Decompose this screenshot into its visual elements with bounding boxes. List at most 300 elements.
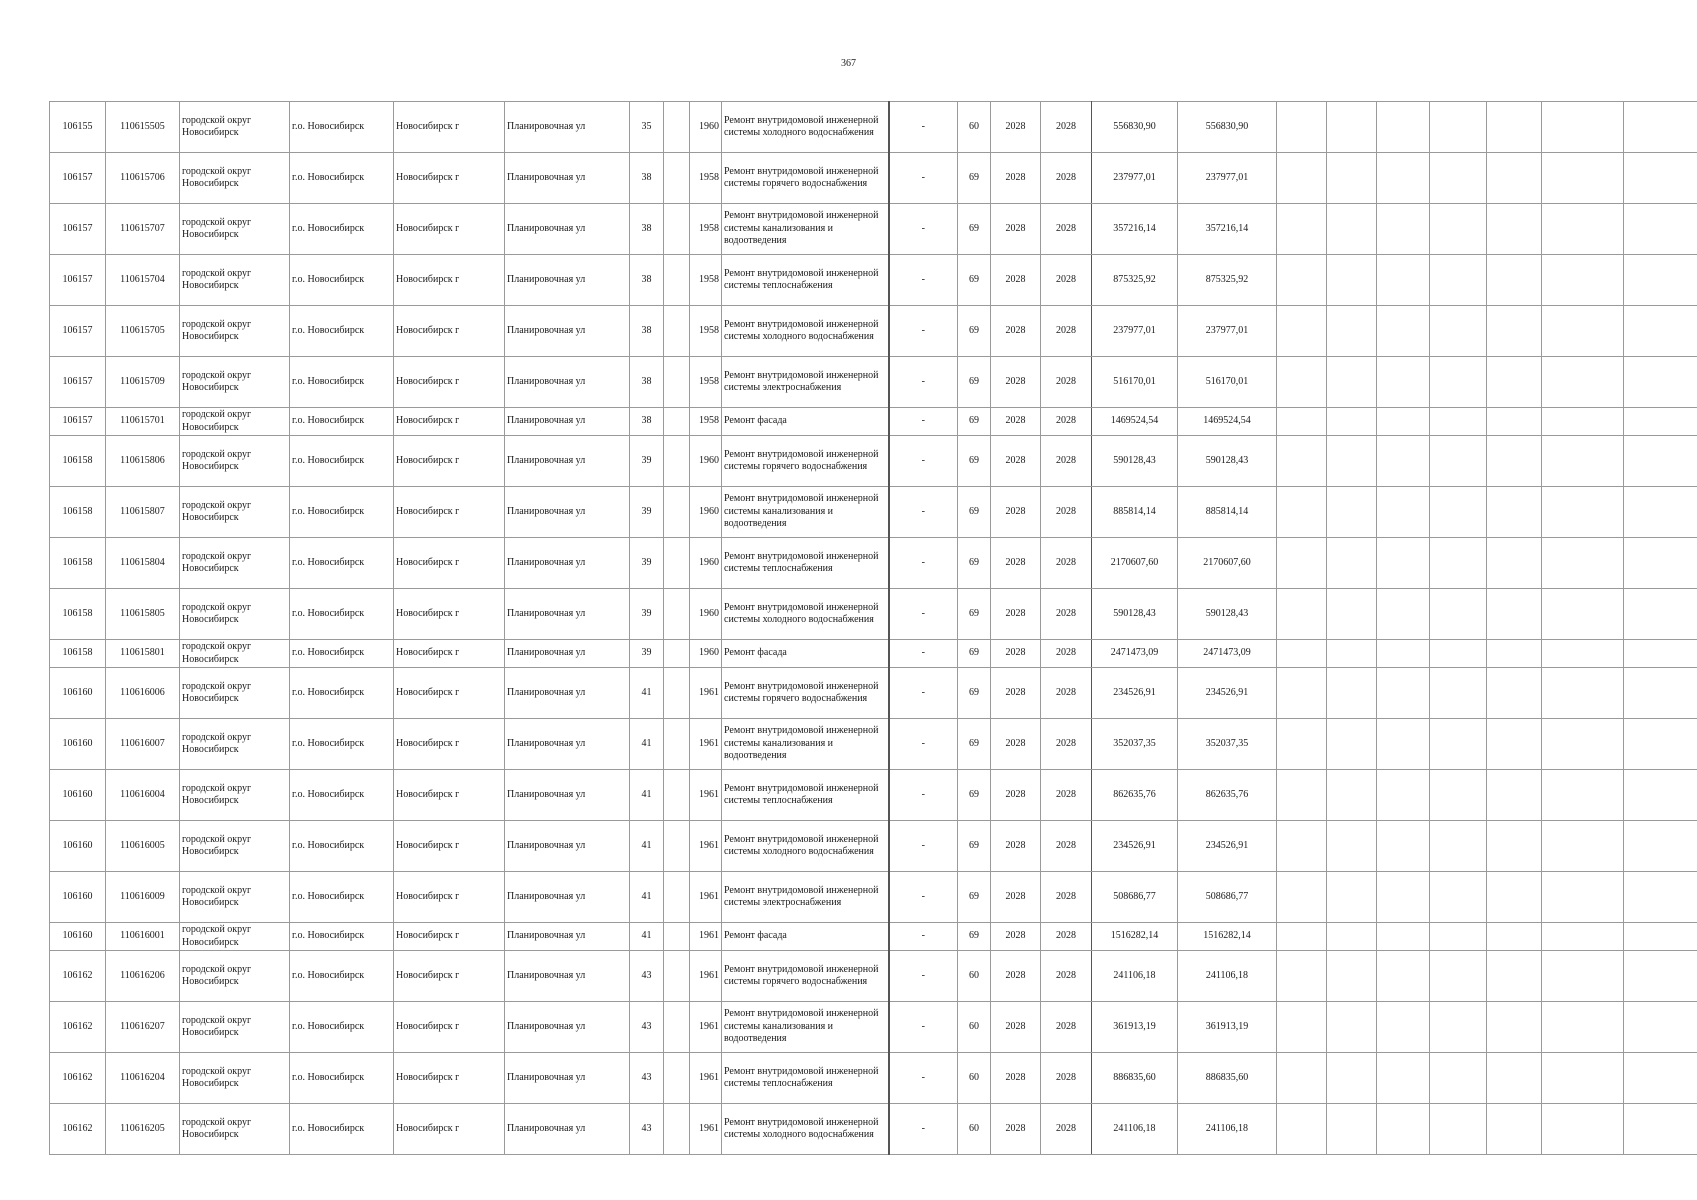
row-empty-cell	[1542, 255, 1624, 306]
row-empty-cell	[1377, 538, 1430, 589]
row-wear: 60	[958, 1002, 991, 1053]
row-code: 110615804	[106, 538, 180, 589]
row-municipality: г.о. Новосибирск	[290, 538, 394, 589]
row-code: 110616001	[106, 923, 180, 951]
row-street: Планировочная ул	[505, 719, 630, 770]
row-district: городской округ Новосибирск	[180, 1104, 290, 1155]
row-municipality: г.о. Новосибирск	[290, 357, 394, 408]
row-dash: -	[889, 1104, 958, 1155]
row-street: Планировочная ул	[505, 770, 630, 821]
row-id: 106160	[50, 770, 106, 821]
row-id: 106160	[50, 872, 106, 923]
row-empty-cell	[1542, 102, 1624, 153]
row-id: 106157	[50, 408, 106, 436]
row-id: 106162	[50, 1104, 106, 1155]
row-plan-year: 2028	[991, 357, 1041, 408]
row-work-type: Ремонт внутридомовой инженерной системы холодного водоснабжения	[722, 102, 889, 153]
row-city: Новосибирск г	[394, 255, 505, 306]
row-empty-cell	[1277, 255, 1327, 306]
row-empty-cell	[1277, 408, 1327, 436]
row-wear: 69	[958, 436, 991, 487]
row-city: Новосибирск г	[394, 1053, 505, 1104]
row-code: 110616004	[106, 770, 180, 821]
row-street: Планировочная ул	[505, 408, 630, 436]
row-empty-cell	[1327, 923, 1377, 951]
row-empty-cell	[1487, 357, 1542, 408]
row-total: 241106,18	[1178, 1104, 1277, 1155]
row-id: 106160	[50, 821, 106, 872]
row-empty-cell	[1542, 872, 1624, 923]
row-building	[664, 1104, 690, 1155]
row-empty-cell	[1624, 719, 1697, 770]
row-wear: 69	[958, 821, 991, 872]
row-house: 35	[630, 102, 664, 153]
row-total: 2471473,09	[1178, 640, 1277, 668]
row-building	[664, 204, 690, 255]
row-build-year: 1961	[690, 872, 722, 923]
row-municipality: г.о. Новосибирск	[290, 408, 394, 436]
row-empty-cell	[1277, 487, 1327, 538]
row-street: Планировочная ул	[505, 821, 630, 872]
row-street: Планировочная ул	[505, 589, 630, 640]
row-empty-cell	[1277, 821, 1327, 872]
row-total: 1516282,14	[1178, 923, 1277, 951]
row-empty-cell	[1430, 436, 1487, 487]
row-empty-cell	[1327, 1002, 1377, 1053]
row-empty-cell	[1430, 538, 1487, 589]
row-build-year: 1960	[690, 640, 722, 668]
row-municipality: г.о. Новосибирск	[290, 719, 394, 770]
row-building	[664, 102, 690, 153]
row-work-type: Ремонт фасада	[722, 923, 889, 951]
row-district: городской округ Новосибирск	[180, 951, 290, 1002]
row-wear: 69	[958, 719, 991, 770]
row-empty-cell	[1377, 357, 1430, 408]
row-empty-cell	[1624, 1053, 1697, 1104]
row-street: Планировочная ул	[505, 102, 630, 153]
row-empty-cell	[1542, 719, 1624, 770]
row-empty-cell	[1277, 357, 1327, 408]
row-house: 38	[630, 153, 664, 204]
row-empty-cell	[1377, 1104, 1430, 1155]
row-code: 110616006	[106, 668, 180, 719]
page-number: 367	[841, 58, 856, 69]
row-empty-cell	[1542, 821, 1624, 872]
row-empty-cell	[1277, 1002, 1327, 1053]
row-dash: -	[889, 1002, 958, 1053]
row-building	[664, 872, 690, 923]
row-empty-cell	[1377, 408, 1430, 436]
row-plan-year: 2028	[991, 436, 1041, 487]
row-total: 241106,18	[1178, 951, 1277, 1002]
row-empty-cell	[1377, 487, 1430, 538]
row-empty-cell	[1487, 436, 1542, 487]
row-wear: 69	[958, 357, 991, 408]
row-empty-cell	[1624, 821, 1697, 872]
row-empty-cell	[1430, 487, 1487, 538]
row-municipality: г.о. Новосибирск	[290, 1104, 394, 1155]
row-build-year: 1958	[690, 204, 722, 255]
table-row	[50, 821, 1697, 872]
row-empty-cell	[1327, 668, 1377, 719]
row-house: 38	[630, 357, 664, 408]
row-end-year: 2028	[1041, 821, 1092, 872]
row-empty-cell	[1487, 255, 1542, 306]
row-empty-cell	[1487, 153, 1542, 204]
row-total: 508686,77	[1178, 872, 1277, 923]
row-empty-cell	[1624, 306, 1697, 357]
row-empty-cell	[1377, 923, 1430, 951]
row-empty-cell	[1277, 719, 1327, 770]
row-empty-cell	[1624, 770, 1697, 821]
row-house: 38	[630, 408, 664, 436]
row-empty-cell	[1624, 538, 1697, 589]
row-street: Планировочная ул	[505, 668, 630, 719]
table-row	[50, 408, 1697, 436]
row-empty-cell	[1430, 1104, 1487, 1155]
row-house: 38	[630, 204, 664, 255]
row-city: Новосибирск г	[394, 1104, 505, 1155]
row-id: 106160	[50, 923, 106, 951]
table-row	[50, 770, 1697, 821]
row-municipality: г.о. Новосибирск	[290, 436, 394, 487]
row-house: 41	[630, 872, 664, 923]
row-municipality: г.о. Новосибирск	[290, 872, 394, 923]
row-empty-cell	[1430, 1053, 1487, 1104]
row-build-year: 1961	[690, 1104, 722, 1155]
row-plan-year: 2028	[991, 719, 1041, 770]
row-cost: 1469524,54	[1092, 408, 1178, 436]
row-end-year: 2028	[1041, 306, 1092, 357]
row-dash: -	[889, 1053, 958, 1104]
row-empty-cell	[1542, 306, 1624, 357]
row-building	[664, 923, 690, 951]
row-empty-cell	[1277, 204, 1327, 255]
table-row	[50, 1104, 1697, 1155]
row-work-type: Ремонт внутридомовой инженерной системы холодного водоснабжения	[722, 589, 889, 640]
row-empty-cell	[1327, 436, 1377, 487]
row-cost: 508686,77	[1092, 872, 1178, 923]
row-city: Новосибирск г	[394, 306, 505, 357]
row-empty-cell	[1327, 872, 1377, 923]
row-build-year: 1961	[690, 1002, 722, 1053]
row-city: Новосибирск г	[394, 821, 505, 872]
table-row	[50, 102, 1697, 153]
row-district: городской округ Новосибирск	[180, 770, 290, 821]
row-house: 41	[630, 821, 664, 872]
row-street: Планировочная ул	[505, 951, 630, 1002]
row-empty-cell	[1377, 821, 1430, 872]
row-municipality: г.о. Новосибирск	[290, 640, 394, 668]
row-empty-cell	[1624, 204, 1697, 255]
row-wear: 60	[958, 1104, 991, 1155]
row-empty-cell	[1430, 668, 1487, 719]
row-dash: -	[889, 951, 958, 1002]
row-total: 234526,91	[1178, 821, 1277, 872]
row-empty-cell	[1542, 408, 1624, 436]
row-work-type: Ремонт внутридомовой инженерной системы канализования и водоотведения	[722, 719, 889, 770]
row-dash: -	[889, 640, 958, 668]
row-building	[664, 255, 690, 306]
row-work-type: Ремонт внутридомовой инженерной системы электроснабжения	[722, 357, 889, 408]
row-cost: 556830,90	[1092, 102, 1178, 153]
table-row	[50, 204, 1697, 255]
row-house: 39	[630, 487, 664, 538]
row-plan-year: 2028	[991, 538, 1041, 589]
row-id: 106157	[50, 357, 106, 408]
row-work-type: Ремонт внутридомовой инженерной системы холодного водоснабжения	[722, 821, 889, 872]
row-end-year: 2028	[1041, 640, 1092, 668]
row-code: 110616007	[106, 719, 180, 770]
row-id: 106158	[50, 538, 106, 589]
row-street: Планировочная ул	[505, 436, 630, 487]
row-district: городской округ Новосибирск	[180, 668, 290, 719]
row-work-type: Ремонт внутридомовой инженерной системы теплоснабжения	[722, 255, 889, 306]
row-empty-cell	[1542, 436, 1624, 487]
row-id: 106162	[50, 951, 106, 1002]
row-district: городской округ Новосибирск	[180, 153, 290, 204]
row-house: 39	[630, 589, 664, 640]
row-district: городской округ Новосибирск	[180, 1053, 290, 1104]
table-row	[50, 640, 1697, 668]
row-code: 110615805	[106, 589, 180, 640]
row-empty-cell	[1624, 589, 1697, 640]
row-code: 110615806	[106, 436, 180, 487]
row-total: 237977,01	[1178, 306, 1277, 357]
row-empty-cell	[1487, 770, 1542, 821]
row-cost: 875325,92	[1092, 255, 1178, 306]
row-city: Новосибирск г	[394, 719, 505, 770]
row-cost: 862635,76	[1092, 770, 1178, 821]
row-dash: -	[889, 923, 958, 951]
row-empty-cell	[1487, 872, 1542, 923]
row-wear: 69	[958, 153, 991, 204]
row-empty-cell	[1487, 951, 1542, 1002]
row-empty-cell	[1377, 204, 1430, 255]
row-city: Новосибирск г	[394, 872, 505, 923]
row-street: Планировочная ул	[505, 357, 630, 408]
row-empty-cell	[1377, 770, 1430, 821]
row-empty-cell	[1430, 951, 1487, 1002]
row-dash: -	[889, 538, 958, 589]
row-code: 110615701	[106, 408, 180, 436]
row-empty-cell	[1542, 204, 1624, 255]
row-code: 110616005	[106, 821, 180, 872]
row-street: Планировочная ул	[505, 1053, 630, 1104]
row-plan-year: 2028	[991, 951, 1041, 1002]
row-municipality: г.о. Новосибирск	[290, 589, 394, 640]
row-wear: 69	[958, 770, 991, 821]
row-empty-cell	[1327, 408, 1377, 436]
row-plan-year: 2028	[991, 153, 1041, 204]
row-total: 234526,91	[1178, 668, 1277, 719]
row-house: 41	[630, 923, 664, 951]
row-empty-cell	[1277, 153, 1327, 204]
row-building	[664, 436, 690, 487]
row-empty-cell	[1277, 923, 1327, 951]
row-wear: 69	[958, 589, 991, 640]
row-empty-cell	[1542, 640, 1624, 668]
row-empty-cell	[1327, 821, 1377, 872]
row-work-type: Ремонт фасада	[722, 640, 889, 668]
row-work-type: Ремонт внутридомовой инженерной системы канализования и водоотведения	[722, 204, 889, 255]
row-district: городской округ Новосибирск	[180, 255, 290, 306]
row-empty-cell	[1377, 436, 1430, 487]
row-empty-cell	[1327, 102, 1377, 153]
row-empty-cell	[1487, 923, 1542, 951]
row-code: 110615705	[106, 306, 180, 357]
table-row	[50, 357, 1697, 408]
row-total: 237977,01	[1178, 153, 1277, 204]
row-house: 43	[630, 1002, 664, 1053]
table-row	[50, 436, 1697, 487]
row-empty-cell	[1542, 951, 1624, 1002]
row-cost: 2170607,60	[1092, 538, 1178, 589]
table-row	[50, 487, 1697, 538]
row-dash: -	[889, 719, 958, 770]
row-empty-cell	[1430, 589, 1487, 640]
row-end-year: 2028	[1041, 153, 1092, 204]
row-empty-cell	[1487, 306, 1542, 357]
row-work-type: Ремонт внутридомовой инженерной системы холодного водоснабжения	[722, 1104, 889, 1155]
row-end-year: 2028	[1041, 1053, 1092, 1104]
row-municipality: г.о. Новосибирск	[290, 923, 394, 951]
capital-repair-register-table	[49, 101, 1697, 1155]
row-street: Планировочная ул	[505, 872, 630, 923]
row-code: 110615807	[106, 487, 180, 538]
row-empty-cell	[1327, 538, 1377, 589]
row-street: Планировочная ул	[505, 538, 630, 589]
row-end-year: 2028	[1041, 719, 1092, 770]
row-district: городской округ Новосибирск	[180, 408, 290, 436]
row-empty-cell	[1327, 589, 1377, 640]
row-end-year: 2028	[1041, 436, 1092, 487]
row-building	[664, 951, 690, 1002]
row-work-type: Ремонт внутридомовой инженерной системы горячего водоснабжения	[722, 436, 889, 487]
row-house: 39	[630, 640, 664, 668]
row-code: 110615707	[106, 204, 180, 255]
row-cost: 1516282,14	[1092, 923, 1178, 951]
row-total: 556830,90	[1178, 102, 1277, 153]
row-city: Новосибирск г	[394, 487, 505, 538]
row-empty-cell	[1277, 668, 1327, 719]
row-empty-cell	[1487, 821, 1542, 872]
row-wear: 69	[958, 306, 991, 357]
row-build-year: 1960	[690, 538, 722, 589]
row-district: городской округ Новосибирск	[180, 872, 290, 923]
row-district: городской округ Новосибирск	[180, 538, 290, 589]
row-plan-year: 2028	[991, 668, 1041, 719]
row-empty-cell	[1624, 487, 1697, 538]
row-empty-cell	[1624, 640, 1697, 668]
row-empty-cell	[1430, 923, 1487, 951]
row-district: городской округ Новосибирск	[180, 1002, 290, 1053]
table-row	[50, 153, 1697, 204]
row-empty-cell	[1327, 153, 1377, 204]
table-row	[50, 1002, 1697, 1053]
row-city: Новосибирск г	[394, 640, 505, 668]
row-end-year: 2028	[1041, 408, 1092, 436]
row-cost: 516170,01	[1092, 357, 1178, 408]
row-empty-cell	[1277, 1104, 1327, 1155]
row-plan-year: 2028	[991, 872, 1041, 923]
row-end-year: 2028	[1041, 923, 1092, 951]
row-city: Новосибирск г	[394, 538, 505, 589]
row-wear: 60	[958, 1053, 991, 1104]
row-street: Планировочная ул	[505, 204, 630, 255]
row-empty-cell	[1624, 951, 1697, 1002]
row-house: 43	[630, 1104, 664, 1155]
row-district: городской округ Новосибирск	[180, 102, 290, 153]
row-empty-cell	[1327, 487, 1377, 538]
row-municipality: г.о. Новосибирск	[290, 255, 394, 306]
row-empty-cell	[1277, 436, 1327, 487]
row-district: городской округ Новосибирск	[180, 306, 290, 357]
row-municipality: г.о. Новосибирск	[290, 102, 394, 153]
row-municipality: г.о. Новосибирск	[290, 1002, 394, 1053]
row-district: городской округ Новосибирск	[180, 923, 290, 951]
row-empty-cell	[1487, 204, 1542, 255]
row-street: Планировочная ул	[505, 255, 630, 306]
row-street: Планировочная ул	[505, 1104, 630, 1155]
row-wear: 60	[958, 102, 991, 153]
row-building	[664, 487, 690, 538]
row-empty-cell	[1430, 357, 1487, 408]
row-city: Новосибирск г	[394, 102, 505, 153]
row-work-type: Ремонт внутридомовой инженерной системы электроснабжения	[722, 872, 889, 923]
row-build-year: 1958	[690, 306, 722, 357]
row-empty-cell	[1377, 1002, 1430, 1053]
row-work-type: Ремонт внутридомовой инженерной системы канализования и водоотведения	[722, 1002, 889, 1053]
row-wear: 60	[958, 951, 991, 1002]
row-build-year: 1958	[690, 408, 722, 436]
row-work-type: Ремонт внутридомовой инженерной системы канализования и водоотведения	[722, 487, 889, 538]
row-total: 357216,14	[1178, 204, 1277, 255]
row-id: 106157	[50, 306, 106, 357]
row-empty-cell	[1542, 589, 1624, 640]
row-build-year: 1961	[690, 719, 722, 770]
row-building	[664, 719, 690, 770]
row-build-year: 1958	[690, 357, 722, 408]
row-build-year: 1958	[690, 153, 722, 204]
row-empty-cell	[1430, 306, 1487, 357]
row-wear: 69	[958, 640, 991, 668]
row-cost: 241106,18	[1092, 951, 1178, 1002]
row-empty-cell	[1430, 719, 1487, 770]
row-empty-cell	[1487, 487, 1542, 538]
table-row	[50, 719, 1697, 770]
row-end-year: 2028	[1041, 872, 1092, 923]
row-wear: 69	[958, 255, 991, 306]
row-dash: -	[889, 589, 958, 640]
row-building	[664, 1053, 690, 1104]
row-empty-cell	[1542, 1104, 1624, 1155]
table-row	[50, 306, 1697, 357]
row-empty-cell	[1624, 357, 1697, 408]
row-build-year: 1961	[690, 668, 722, 719]
row-empty-cell	[1430, 408, 1487, 436]
row-building	[664, 153, 690, 204]
row-municipality: г.о. Новосибирск	[290, 204, 394, 255]
row-plan-year: 2028	[991, 770, 1041, 821]
row-empty-cell	[1327, 1104, 1377, 1155]
row-district: городской округ Новосибирск	[180, 204, 290, 255]
row-total: 886835,60	[1178, 1053, 1277, 1104]
row-code: 110616207	[106, 1002, 180, 1053]
row-municipality: г.о. Новосибирск	[290, 951, 394, 1002]
row-cost: 352037,35	[1092, 719, 1178, 770]
row-building	[664, 408, 690, 436]
